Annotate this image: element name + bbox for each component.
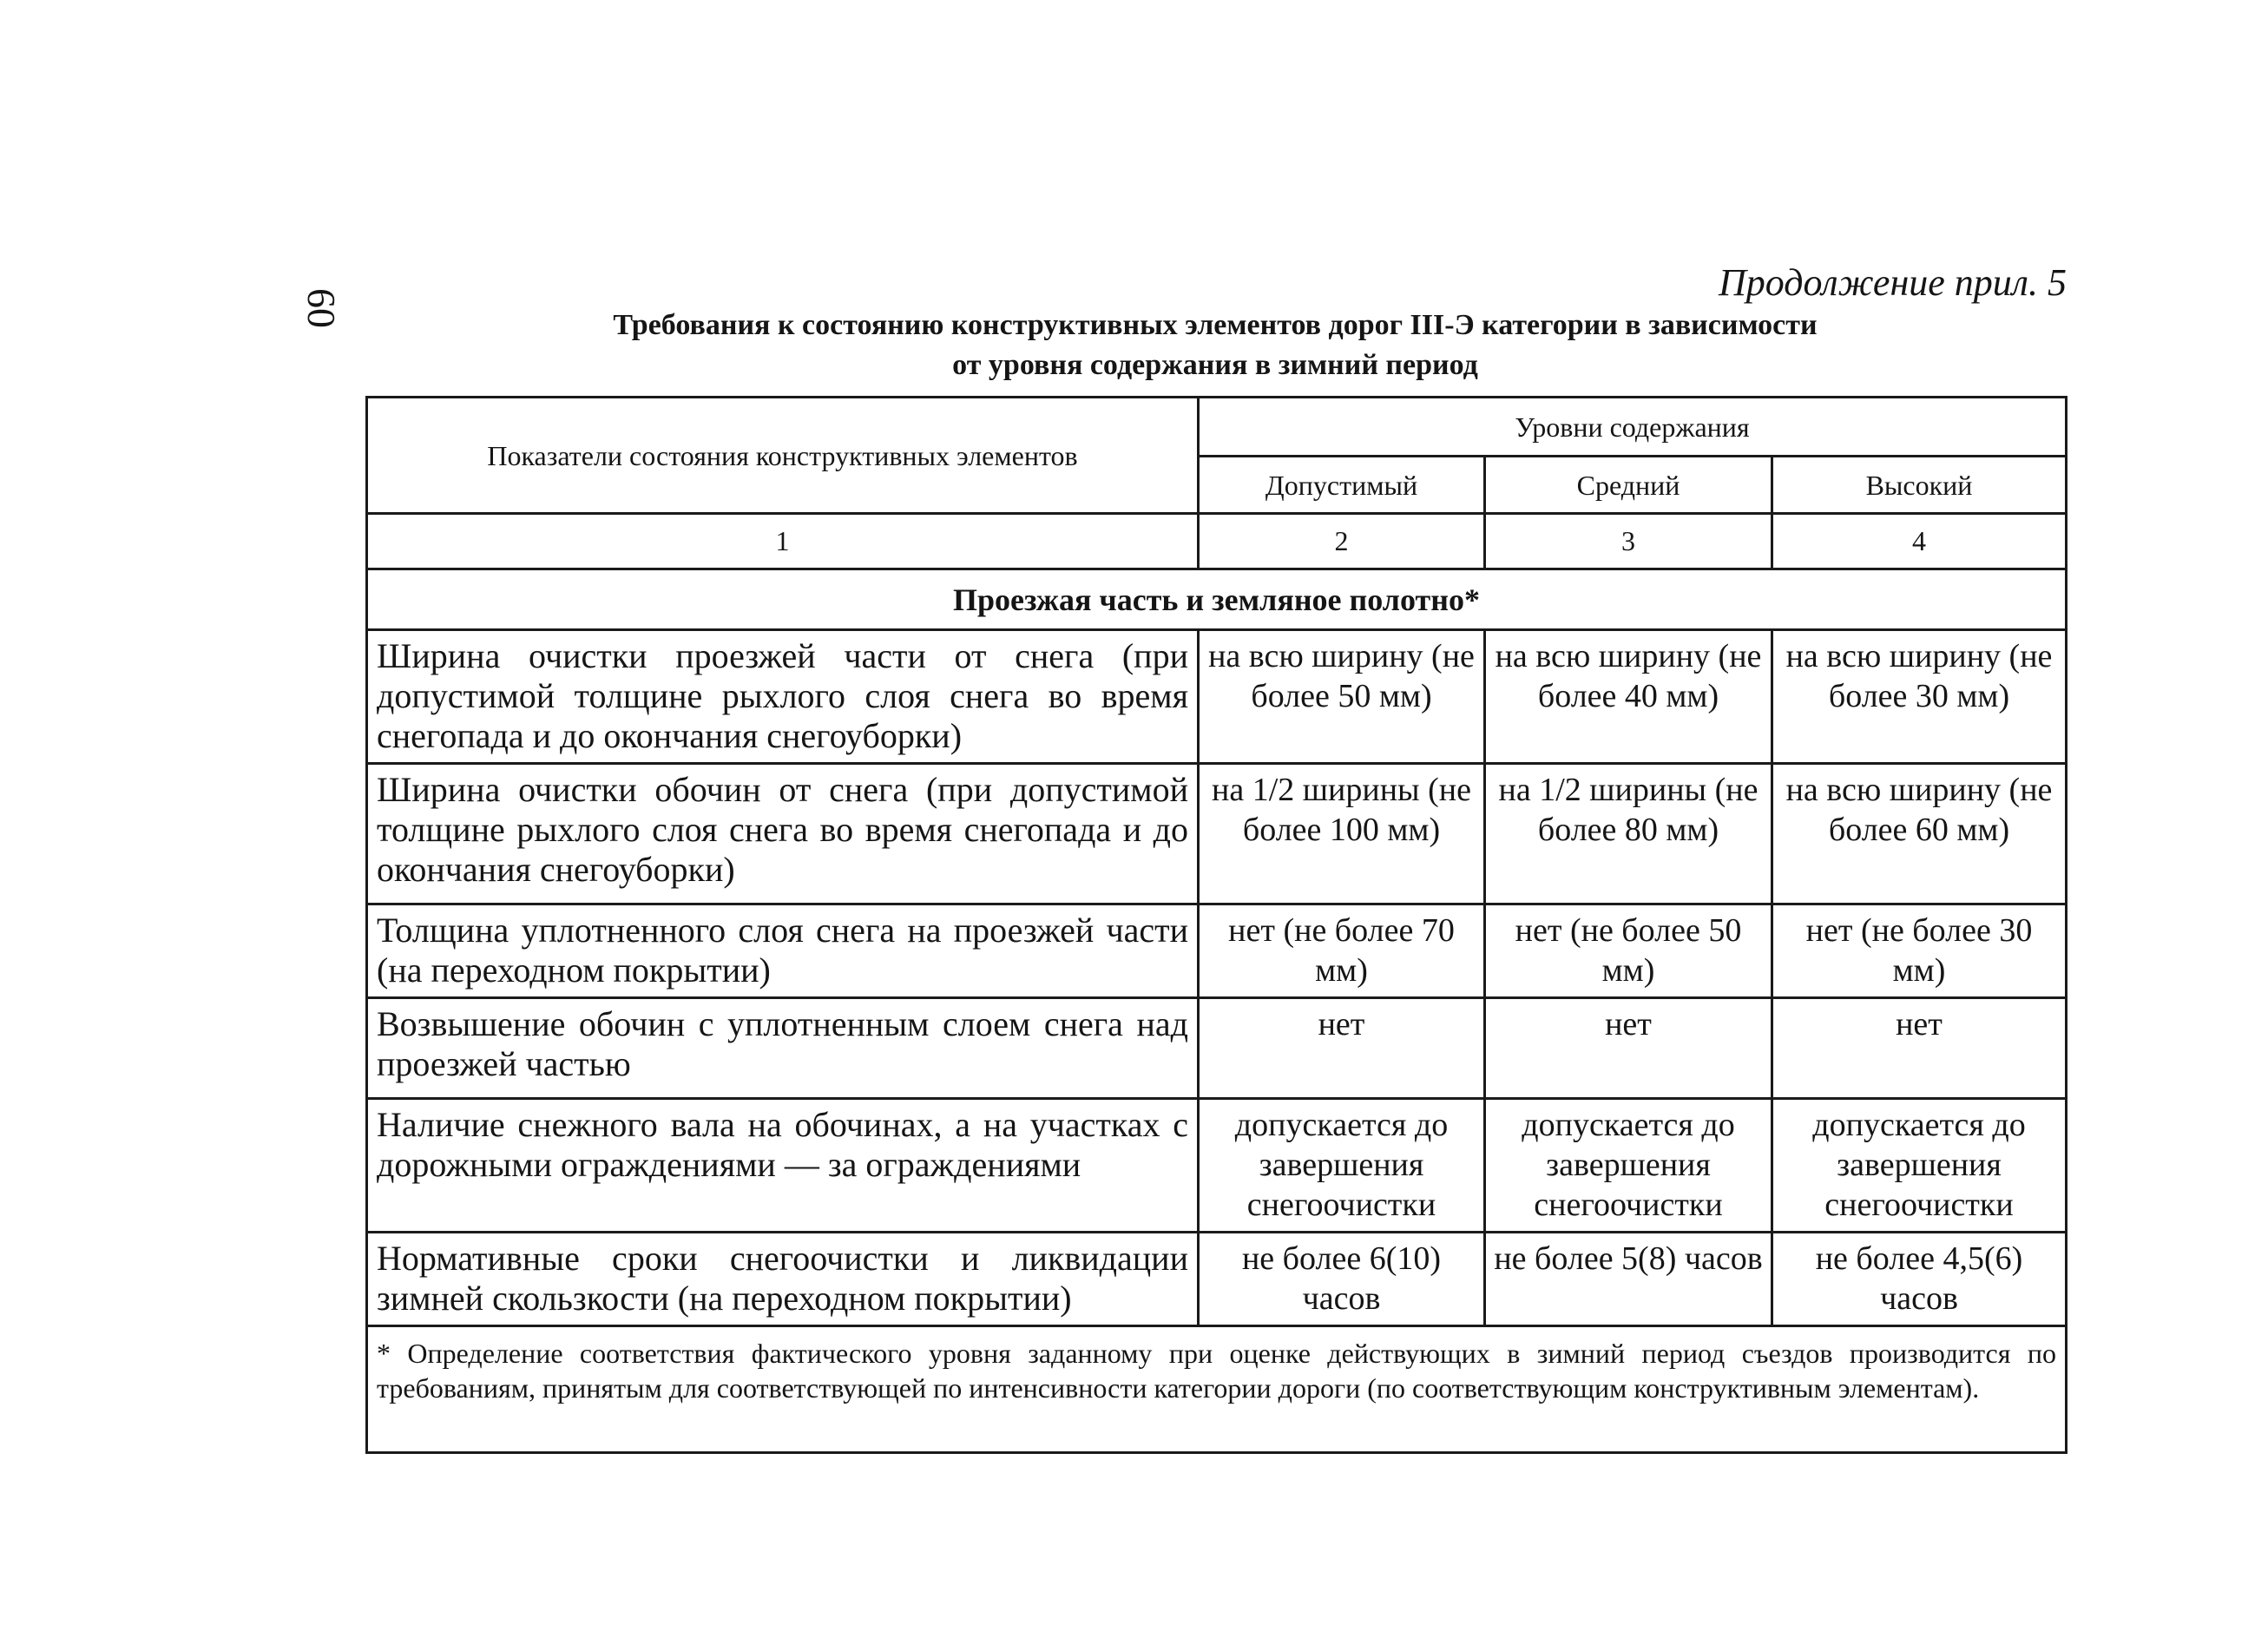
row-5-indicator: Наличие снежного вала на обочинах, а на участках с дорожными ограждениями — за ограждениями	[367, 1099, 1199, 1233]
row-1-value-high: на всю ширину (не более 30 мм)	[1772, 630, 2067, 764]
row-2-value-medium: на 1/2 ширины (не более 80 мм)	[1485, 764, 1772, 904]
row-4-indicator: Возвышение обочин с уплотненным слоем снега над проезжей частью	[367, 998, 1199, 1099]
table-footnote: * Определение соответствия фактического уровня заданному при оценке действующих в зимний период съездов производится по требованиям, принятым для соответствующей по интенсивности категории дороги (по соответствующим конструктивным элементам).	[367, 1326, 2067, 1453]
row-1-value-permissible: на всю ширину (не более 50 мм)	[1199, 630, 1485, 764]
table-row	[367, 764, 2067, 904]
row-2-value-high: на всю ширину (не более 60 мм)	[1772, 764, 2067, 904]
row-5-value-permissible: допускается до завершения снегоочистки	[1199, 1099, 1485, 1233]
table-title-line-1: Требования к состоянию конструктивных элементов дорог III-Э категории в зависимости	[613, 309, 1818, 341]
continuation-label: Продолжение прил. 5	[1719, 261, 2067, 304]
row-6-value-permissible: не более 6(10) часов	[1199, 1233, 1485, 1326]
page-number: 60	[299, 288, 344, 328]
row-2-indicator: Ширина очистки обочин от снега (при допустимой толщине рыхлого слоя снега во время снегопада и до окончания снегоуборки)	[367, 764, 1199, 904]
row-5-value-high: допускается до завершения снегоочистки	[1772, 1099, 2067, 1233]
table-title-line-2: от уровня содержания в зимний период	[952, 349, 1478, 381]
requirements-table	[365, 396, 2067, 1454]
row-1-indicator: Ширина очистки проезжей части от снега (при допустимой толщине рыхлого слоя снега во время снегопада и до окончания снегоуборки)	[367, 630, 1199, 764]
row-1-value-medium: на всю ширину (не более 40 мм)	[1485, 630, 1772, 764]
row-4-value-high: нет	[1772, 998, 2067, 1099]
table-row	[367, 998, 2067, 1099]
row-6-value-high: не более 4,5(6) часов	[1772, 1233, 2067, 1326]
column-number-1: 1	[367, 514, 1199, 569]
table-row	[367, 630, 2067, 764]
row-2-value-permissible: на 1/2 ширины (не более 100 мм)	[1199, 764, 1485, 904]
table-row	[367, 1099, 2067, 1233]
row-4-value-medium: нет	[1485, 998, 1772, 1099]
column-number-2: 2	[1199, 514, 1485, 569]
row-4-value-permissible: нет	[1199, 998, 1485, 1099]
row-3-indicator: Толщина уплотненного слоя снега на проезжей части (на переходном покрытии)	[367, 904, 1199, 998]
row-6-value-medium: не более 5(8) часов	[1485, 1233, 1772, 1326]
table-title	[365, 306, 2066, 385]
header-level-medium: Средний	[1485, 457, 1772, 514]
header-indicator: Показатели состояния конструктивных элементов	[367, 398, 1199, 514]
row-3-value-high: нет (не более 30 мм)	[1772, 904, 2067, 998]
column-number-4: 4	[1772, 514, 2067, 569]
header-level-permissible: Допустимый	[1199, 457, 1485, 514]
row-3-value-permissible: нет (не более 70 мм)	[1199, 904, 1485, 998]
header-levels-group: Уровни содержания	[1199, 398, 2067, 457]
row-3-value-medium: нет (не более 50 мм)	[1485, 904, 1772, 998]
row-5-value-medium: допускается до завершения снегоочистки	[1485, 1099, 1772, 1233]
section-title: Проезжая часть и земляное полотно*	[367, 569, 2067, 630]
table-row	[367, 904, 2067, 998]
header-level-high: Высокий	[1772, 457, 2067, 514]
row-6-indicator: Нормативные сроки снегоочистки и ликвидации зимней скользкости (на переходном покрытии)	[367, 1233, 1199, 1326]
column-number-3: 3	[1485, 514, 1772, 569]
table-row	[367, 1233, 2067, 1326]
